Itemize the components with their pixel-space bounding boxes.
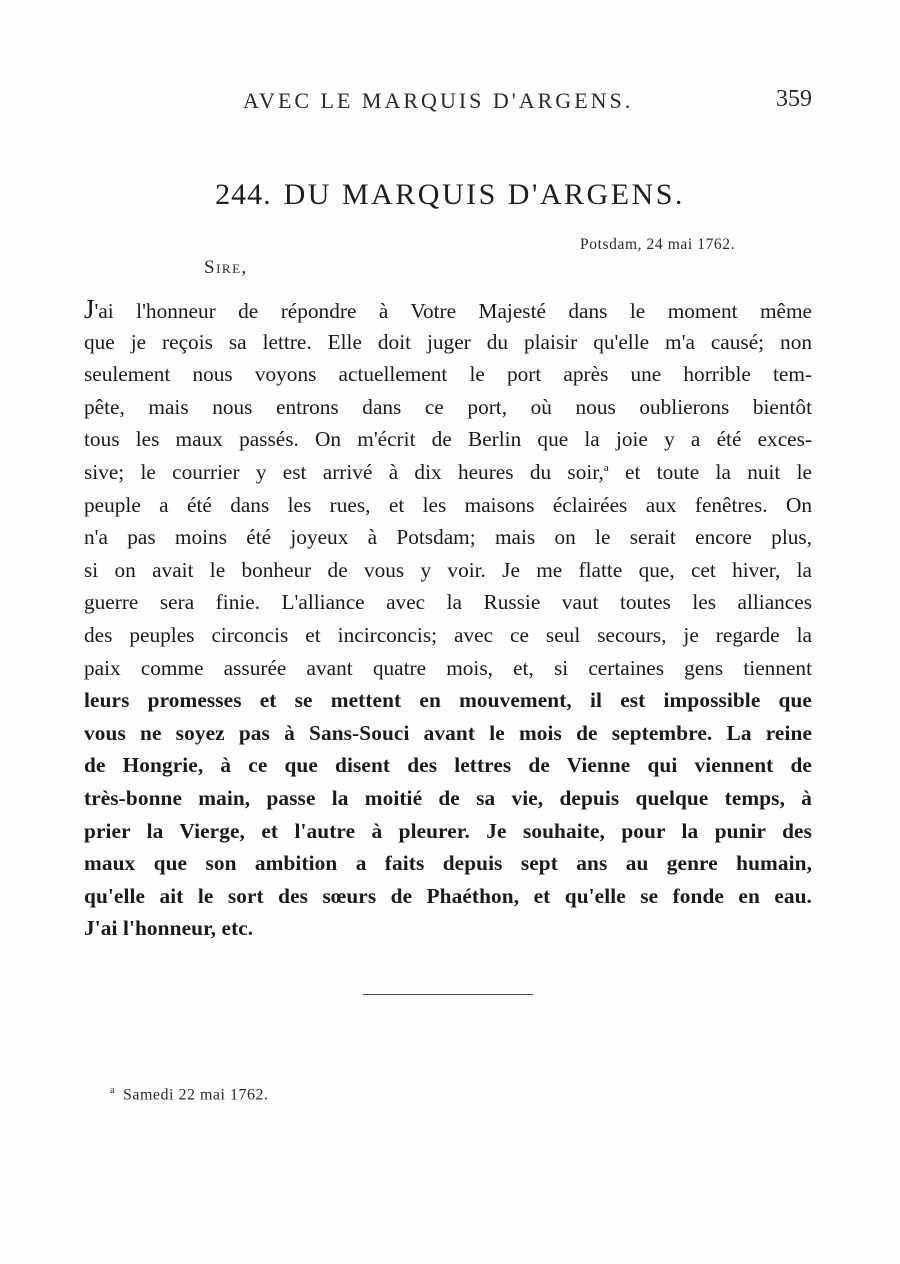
- body-line-text: sive; le courrier y est arrivé à dix heures du soir,: [84, 459, 604, 484]
- body-line: seulement nous voyons actuellement le port après une horrible tem-: [84, 362, 812, 387]
- footnote-text: Samedi 22 mai 1762.: [122, 1086, 269, 1104]
- page-number: 359: [776, 86, 812, 112]
- body-line: maux que son ambition a faits depuis sept ans au genre humain,: [84, 851, 812, 876]
- body-line: très-bonne main, passe la moitié de sa vie, depuis quelque temps, à: [84, 785, 812, 810]
- letter-title-text: DU MARQUIS D'ARGENS.: [283, 178, 685, 211]
- body-line: vous ne soyez pas à Sans-Souci avant le mois de septembre. La reine: [84, 720, 812, 745]
- body-line: peuple a été dans les rues, et les maisons éclairées aux fenêtres. On: [84, 492, 812, 517]
- body-line: [84, 293, 812, 326]
- body-line-text: et toute la nuit le: [625, 459, 813, 484]
- body-line: de Hongrie, à ce que disent des lettres de Vienne qui viennent de: [84, 753, 812, 778]
- dateline: Potsdam, 24 mai 1762.: [580, 236, 736, 253]
- body-line: guerre sera finie. L'alliance avec la Russie vaut toutes les alliances: [84, 590, 812, 615]
- body-line: tous les maux passés. On m'écrit de Berlin que la joie y a été exces-: [84, 427, 812, 452]
- body-line: prier la Vierge, et l'autre à pleurer. Je souhaite, pour la punir des: [84, 818, 812, 843]
- body-line: J'ai l'honneur, etc.: [84, 916, 254, 941]
- section-divider: [363, 994, 533, 995]
- body-line: paix comme assurée avant quatre mois, et, si certaines gens tiennent: [84, 655, 812, 680]
- body-line: leurs promesses et se mettent en mouvement, il est impossible que: [84, 688, 812, 713]
- body-line: des peuples circoncis et incirconcis; avec ce seul secours, je regarde la: [84, 622, 812, 647]
- letter-number: 244.: [215, 178, 272, 211]
- letter-body: [84, 293, 812, 945]
- salutation: Sire,: [204, 257, 248, 278]
- footnote: [110, 1085, 268, 1104]
- body-line: qu'elle ait le sort des sœurs de Phaéthon, et qu'elle se fonde en eau.: [84, 883, 812, 908]
- footnote-ref: a: [603, 461, 609, 474]
- body-line: pête, mais nous entrons dans ce port, où nous oublierons bientôt: [84, 394, 812, 419]
- body-line: si on avait le bonheur de vous y voir. Je me flatte que, cet hiver, la: [84, 557, 812, 582]
- body-line: [84, 456, 812, 489]
- running-head: AVEC LE MARQUIS D'ARGENS.: [243, 88, 634, 113]
- drop-initial: J: [84, 294, 95, 324]
- footnote-mark: a: [110, 1085, 115, 1096]
- letter-title: [0, 178, 900, 212]
- body-line-text: 'ai l'honneur de répondre à Votre Majesté dans le moment même: [94, 299, 812, 323]
- body-line: que je reçois sa lettre. Elle doit juger du plaisir qu'elle m'a causé; non: [84, 329, 812, 354]
- body-line: n'a pas moins été joyeux à Potsdam; mais on le serait encore plus,: [84, 525, 812, 550]
